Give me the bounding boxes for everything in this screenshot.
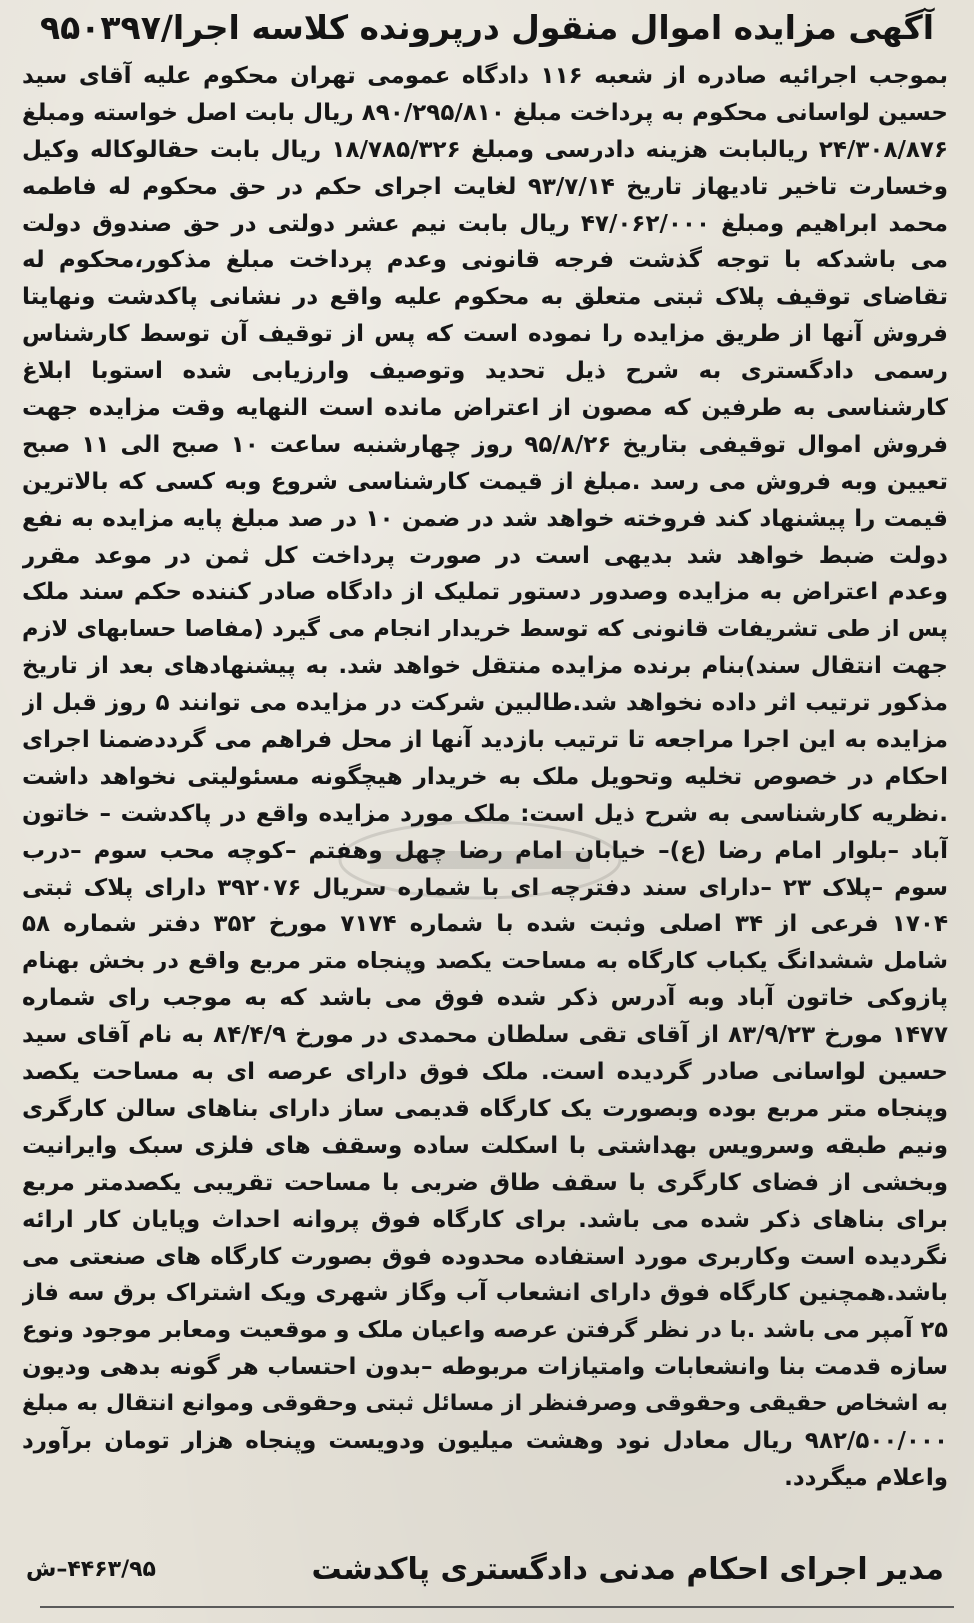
- body-line: شامل ششدانگ یکباب کارگاه به مساحت یکصد وپنجاه متر مربع واقع در بخش بهنام: [22, 948, 948, 975]
- body-line: کارشناسی به طرفین که مصون از اعتراض مانده است النهایه وقت مزایده جهت: [22, 395, 948, 422]
- notice-title: آگهی مزایده اموال منقول درپرونده کلاسه اجرا/۹۵۰۳۹۷: [39, 8, 935, 47]
- body-line: دولت ضبط خواهد شد بدیهی است در صورت پرداخت کل ثمن در موعد مقرر: [22, 542, 948, 569]
- body-line: فروش اموال توقیفی بتاریخ ۹۵/۸/۲۶ روز چهارشنبه ساعت ۱۰ صبح الی ۱۱ صبح: [22, 431, 948, 458]
- body-line: رسمی دادگستری به شرح ذیل تحدید وتوصیف وارزیابی شده استوبا ابلاغ: [22, 358, 948, 385]
- body-line: سوم –پلاک ۲۳ –دارای سند دفترچه ای با شماره سریال ۳۹۲۰۷۶ دارای پلاک ثبتی: [22, 874, 948, 901]
- body-line: احکام در خصوص تخلیه وتحویل ملک به خریدار هیچگونه مسئولیتی نخواهد داشت: [22, 763, 948, 790]
- body-line: وعدم اعتراض به مزایده وصدور دستور تملیک از دادگاه صادر کننده حکم سند ملک: [22, 579, 948, 606]
- body-line: باشد.همچنین کارگاه فوق دارای انشعاب آب وگاز شهری ویک اشتراک برق سه فاز: [22, 1280, 948, 1307]
- signature-row: [26, 1548, 944, 1592]
- bottom-divider: [40, 1606, 954, 1608]
- body-line: محمد ابراهیم ومبلغ ۴۷/۰۶۲/۰۰۰ ریال بابت نیم عشر دولتی در حق صندوق دولت: [22, 210, 948, 237]
- body-line: سازه قدمت بنا وانشعابات وامتیازات مربوطه –بدون احتساب هر گونه بدهی ودیون: [22, 1354, 948, 1381]
- body-line: .نظریه کارشناسی به شرح ذیل است: ملک مورد مزایده واقع در پاکدشت – خاتون: [22, 800, 948, 827]
- body-line: برای بناهای ذکر شده می باشد. برای کارگاه فوق پروانه احداث وپایان کار ارائه: [22, 1206, 948, 1233]
- notice-body: [22, 58, 948, 1497]
- body-line: آباد –بلوار امام رضا (ع)– خیابان امام رضا چهل وهفتم –کوچه محب سوم –درب: [22, 837, 948, 864]
- body-line: ۱۴۷۷ مورخ ۸۳/۹/۲۳ از آقای تقی سلطان محمدی در مورخ ۸۴/۴/۹ به نام آقای سید: [22, 1022, 948, 1049]
- body-line: به اشخاص حقیقی وحقوقی وصرفنظر از مسائل ثبتی وحقوقی وموانع انتقال به مبلغ: [22, 1391, 948, 1417]
- body-line: ونیم طبقه وسرویس بهداشتی با اسکلت ساده وسقف های فلزی سبک وایرانیت: [22, 1132, 948, 1159]
- body-line: ۲۵ آمپر می باشد .با در نظر گرفتن عرصه واعیان ملک و موقعیت ومعابر موجود ونوع: [22, 1317, 948, 1344]
- body-line: جهت انتقال سند)بنام برنده مزایده منتقل خواهد شد. به پیشنهادهای بعد از تاریخ: [22, 653, 948, 680]
- body-line: بموجب اجرائیه صادره از شعبه ۱۱۶ دادگاه عمومی تهران محکوم علیه آقای سید: [22, 63, 948, 89]
- body-line: تقاضای توقیف پلاک ثبتی متعلق به محکوم علیه واقع در نشانی پاکدشت ونهایتا: [22, 284, 948, 311]
- body-line: واعلام میگردد.: [784, 1464, 948, 1491]
- body-line: مذکور ترتیب اثر داده نخواهد شد.طالبین شرکت در مزایده می توانند ۵ روز قبل از: [22, 690, 948, 717]
- body-line: حسین لواسانی محکوم به پرداخت مبلغ ۸۹۰/۲۹۵/۸۱۰ ریال بابت اصل خواسته ومبلغ: [22, 99, 948, 126]
- body-line: ۹۸۲/۵۰۰/۰۰۰ ریال معادل نود وهشت میلیون ودویست وپنجاه هزار تومان برآورد: [22, 1427, 948, 1454]
- body-line: پس از طی تشریفات قانونی که توسط خریدار انجام می گیرد (مفاصا حسابهای لازم: [22, 616, 948, 643]
- body-line: وبخشی از فضای کارگری با سقف طاق ضربی با مساحت تقریبی یکصدمتر مربع: [22, 1169, 948, 1196]
- body-line: وخسارت تاخیر تادیهاز تاریخ ۹۳/۷/۱۴ لغایت اجرای حکم در حق محکوم له فاطمه: [22, 173, 948, 200]
- reference-code: ۴۴۶۳/۹۵–ش: [26, 1557, 156, 1582]
- body-line: قیمت را پیشنهاد کند فروخته خواهد شد در ضمن ۱۰ در صد مبلغ پایه مزایده به نفع: [22, 505, 948, 532]
- body-line: حسین لواسانی صادر گردیده است. ملک فوق دارای عرصه ای به مساحت یکصد: [22, 1059, 948, 1086]
- body-line: می باشدکه با توجه گذشت فرجه قانونی وعدم پرداخت مبلغ مذکور،محکوم له: [22, 247, 948, 274]
- body-line: تعیین وبه فروش می رسد .مبلغ از قیمت کارشناسی شروع وبه کسی که بالاترین: [22, 468, 948, 495]
- body-line: مزایده به این اجرا مراجعه تا ترتیب بازدید آنها از محل فراهم می گرددضمنا اجرای: [22, 727, 948, 754]
- signature: مدیر اجرای احکام مدنی دادگستری پاکدشت: [311, 1552, 944, 1587]
- body-line: ۲۴/۳۰۸/۸۷۶ ریالبابت هزینه دادرسی ومبلغ ۱۸/۷۸۵/۳۲۶ ریال بابت حقالوکاله وکیل: [22, 136, 948, 163]
- body-line: نگردیده است وکاربری مورد استفاده محدوده فوق بصورت کارگاه های صنعتی می: [22, 1243, 948, 1270]
- body-line: ۱۷۰۴ فرعی از ۳۴ اصلی وثبت شده با شماره ۷۱۷۴ مورخ ۳۵۲ دفتر شماره ۵۸: [22, 911, 948, 938]
- body-line: وپنجاه متر مربع بوده وبصورت یک کارگاه قدیمی ساز دارای بناهای سالن کارگری: [22, 1095, 948, 1122]
- body-line: پازوکی خاتون آباد وبه آدرس ذکر شده فوق می باشد که به موجب رای شماره: [22, 985, 948, 1012]
- body-line: فروش آنها از طریق مزایده را نموده است که پس از توقیف آن توسط کارشناس: [22, 321, 948, 348]
